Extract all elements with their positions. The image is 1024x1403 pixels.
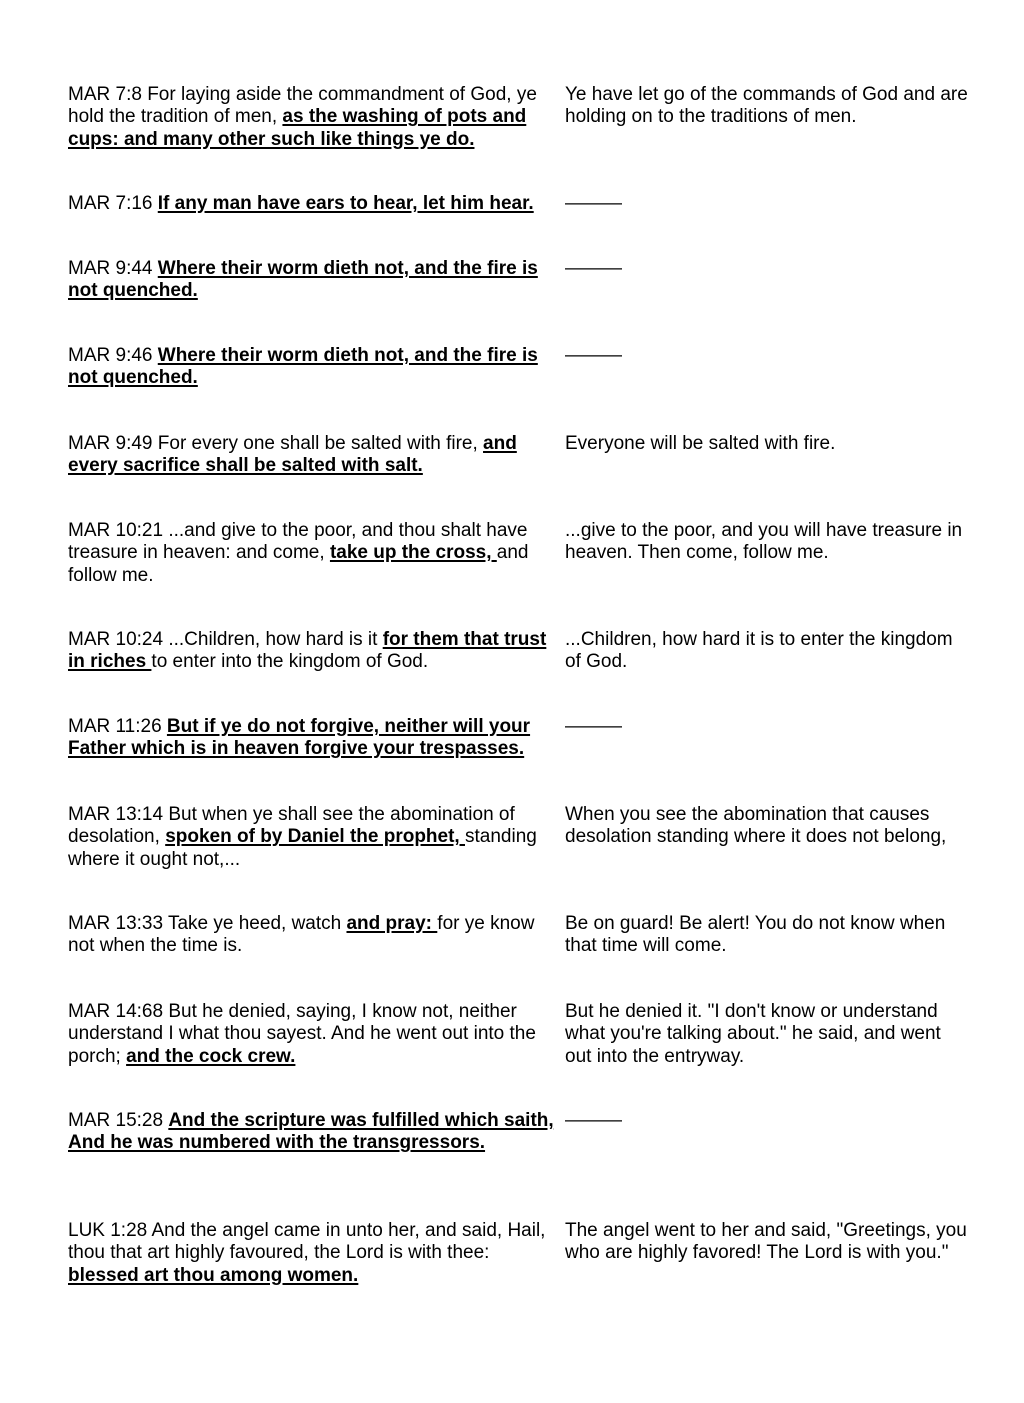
verse-reference: MAR 13:33 [68,913,164,934]
omitted-text: for them that trust in riches [68,629,547,673]
modern-translation: Be on guard! Be alert! You do not know when that time will come. [565,913,946,957]
verse-row-mar-13-14 [68,804,968,914]
kjv-verse [68,1220,555,1287]
verse-text: But when ye shall see the abomination of desolation, [68,804,515,848]
omitted-text: Where their worm dieth not, and the fire is not quenched. [68,345,538,389]
kjv-verse [68,193,555,215]
verse-reference: MAR 9:49 [68,433,153,454]
omitted-text: and the cock crew. [126,1045,296,1067]
verse-reference: MAR 9:46 [68,345,153,366]
kjv-verse [68,1001,555,1068]
modern-translation: ...Children, how hard it is to enter the kingdom of God. [565,629,953,673]
verse-row-mar-15-28 [68,1110,968,1220]
verse-reference: MAR 7:16 [68,193,153,214]
kjv-verse [68,1110,555,1155]
verse-row-luk-1-28 [68,1220,968,1330]
verse-reference: MAR 10:24 [68,629,164,650]
omitted-text: take up the cross, [329,542,497,564]
omitted-text: spoken of by Daniel the prophet, [165,826,465,848]
verse-text-after: for ye know not when the time is. [68,913,535,957]
verse-reference: LUK 1:28 [68,1220,148,1241]
modern-translation: ...give to the poor, and you will have treasure in heaven. Then come, follow me. [565,520,963,564]
verse-reference: MAR 14:68 [68,1001,164,1022]
omitted-text: Where their worm dieth not, and the fire is not quenched. [68,258,538,302]
modern-translation: ——— [565,193,622,214]
verse-reference: MAR 10:21 [68,520,164,541]
verse-text-after: and follow me. [68,542,529,586]
kjv-verse [68,433,555,478]
verse-text: Take ye heed, watch [167,913,347,934]
omitted-text: and pray: [346,913,438,934]
kjv-verse [68,804,555,871]
kjv-verse [68,345,555,390]
verse-text: But he denied, saying, I know not, neither understand I what thou sayest. And he went out into the porch; [68,1001,536,1067]
verse-reference: MAR 9:44 [68,258,153,279]
verse-text: ...and give to the poor, and thou shalt have treasure in heaven: and come, [68,520,528,564]
omitted-text: blessed art thou among women. [68,1264,359,1286]
modern-translation: ——— [565,258,622,279]
verse-reference: MAR 15:28 [68,1110,164,1131]
modern-translation: ——— [565,345,622,366]
kjv-verse [68,913,555,958]
verse-text: And the angel came in unto her, and said, Hail, thou that art highly favoured, the Lord is with thee: [68,1220,546,1264]
verse-text: For laying aside the commandment of God, ye hold the tradition of men, [68,84,537,128]
modern-translation: ——— [565,716,622,737]
modern-translation: When you see the abomination that causes desolation standing where it does not belong, [565,804,947,848]
verse-text: For every one shall be salted with fire, [157,433,484,454]
verse-reference: MAR 13:14 [68,804,164,825]
kjv-verse [68,520,555,587]
verse-reference: MAR 11:26 [68,716,162,737]
omitted-text: But if ye do not forgive, neither will your Father which is in heaven forgive your trespasses. [68,716,531,760]
kjv-verse [68,716,555,761]
verse-reference: MAR 7:8 [68,84,142,105]
verse-row-mar-7-8 [68,84,968,194]
verse-text: ...Children, how hard is it [168,629,383,650]
kjv-verse [68,629,555,674]
omitted-text: and every sacrifice shall be salted with salt. [68,433,517,477]
modern-translation: ——— [565,1110,622,1131]
verse-row-mar-14-68 [68,1001,968,1111]
kjv-verse [68,258,555,303]
omitted-text: as the washing of pots and cups: and many other such like things ye do. [68,106,527,150]
omitted-text: And the scripture was fulfilled which saith, And he was numbered with the transgressors. [68,1110,554,1154]
verse-text-after: to enter into the kingdom of God. [151,651,429,673]
verse-text-after: standing where it ought not,... [68,826,537,870]
modern-translation: But he denied it. "I don't know or understand what you're talking about." he said, and went out into the entryway. [565,1001,941,1067]
verse-row-mar-10-21 [68,520,968,630]
modern-translation: The angel went to her and said, "Greetings, you who are highly favored! The Lord is with you." [565,1220,967,1264]
modern-translation: Everyone will be salted with fire. [565,433,836,454]
omitted-text: If any man have ears to hear, let him hear. [157,193,534,214]
modern-translation: Ye have let go of the commands of God and are holding on to the traditions of men. [565,84,968,128]
kjv-verse [68,84,555,151]
